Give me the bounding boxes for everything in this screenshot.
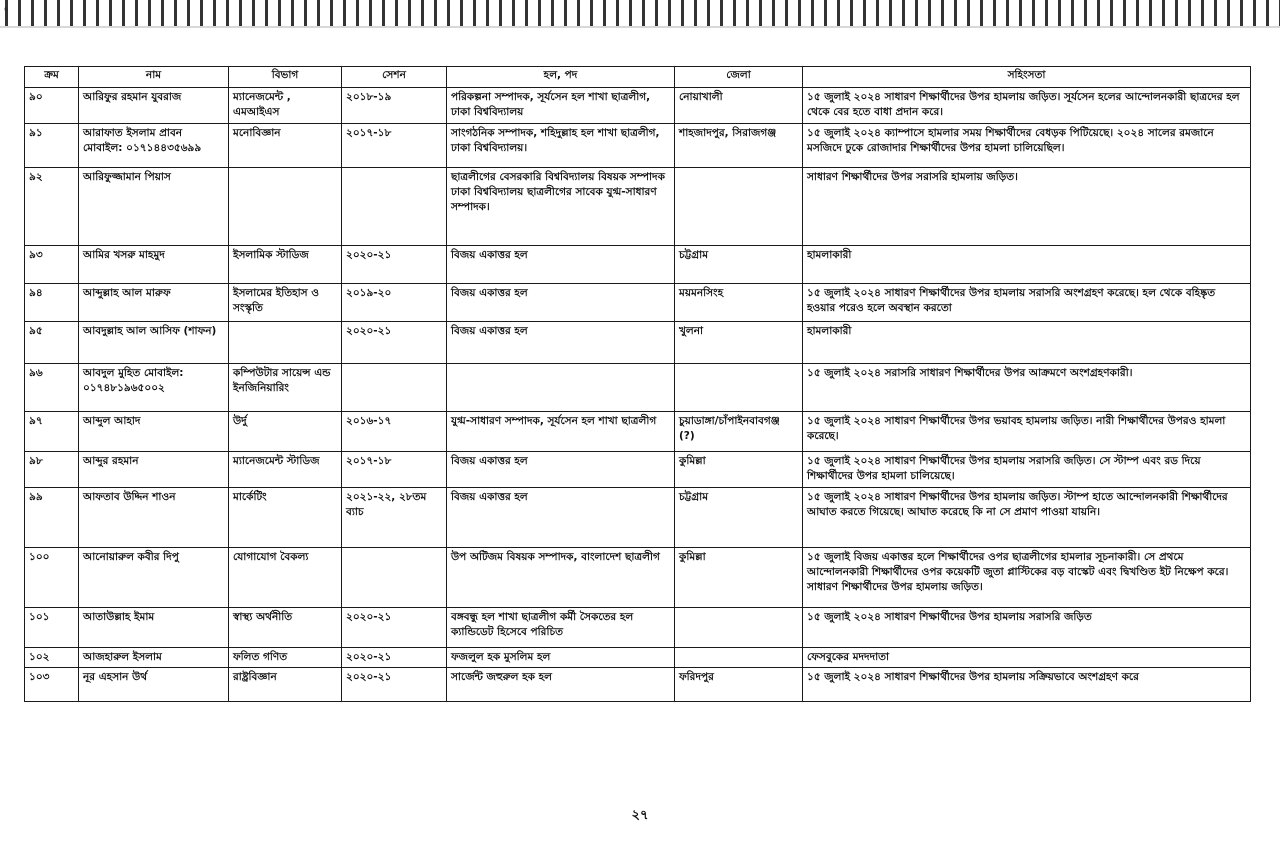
cell-session: ২০১৯-২০ — [342, 284, 447, 322]
cell-hall-post: বিজয় একাত্তর হল — [447, 246, 675, 284]
records-table — [24, 66, 1251, 702]
table-row — [25, 364, 1251, 412]
cell-district — [675, 168, 803, 246]
cell-department: কম্পিউটার সায়েন্স এন্ড ইনজিনিয়ারিং — [229, 364, 342, 412]
cell-name: নূর এহসান উর্থ — [79, 668, 229, 702]
cell-involvement: ১৫ জুলাই ২০২৪ সাধারণ শিক্ষার্থীদের উপর হামলায় জড়িত। সূর্যসেন হলের আন্দোলনকারী ছাত্রদের হল থেকে বের হতে বাধা প্রদান করে। — [803, 88, 1251, 124]
cell-department: ইসলামিক স্টাডিজ — [229, 246, 342, 284]
table-row — [25, 412, 1251, 452]
cell-involvement: হামলাকারী — [803, 322, 1251, 364]
cell-session: ২০২০-২১ — [342, 648, 447, 668]
cell-serial: ৯৯ — [25, 488, 79, 548]
cell-serial: ৯১ — [25, 124, 79, 168]
document-sheet — [24, 66, 1250, 702]
cell-department: যোগাযোগ বৈকল্য — [229, 548, 342, 608]
cell-session — [342, 364, 447, 412]
cell-serial: ৯৭ — [25, 412, 79, 452]
cell-hall-post: যুগ্ম-সাধারণ সম্পাদক, সূর্যসেন হল শাখা ছাত্রলীগ — [447, 412, 675, 452]
cell-session — [342, 548, 447, 608]
cell-session: ২০১৮-১৯ — [342, 88, 447, 124]
cell-district: খুলনা — [675, 322, 803, 364]
cell-department: ফলিত গণিত — [229, 648, 342, 668]
cell-serial: ১০৩ — [25, 668, 79, 702]
cell-hall-post: বিজয় একাত্তর হল — [447, 452, 675, 488]
header-district: জেলা — [675, 67, 803, 88]
cell-session: ২০১৬-১৭ — [342, 412, 447, 452]
cell-district — [675, 648, 803, 668]
cell-involvement: ১৫ জুলাই ২০২৪ সাধারণ শিক্ষার্থীদের উপর হামলায় সরাসরি অংশগ্রহণ করেছে। হল থেকে বহিষ্কৃত হওয়ার পরেও হলে অবস্থান করতো — [803, 284, 1251, 322]
table-row — [25, 608, 1251, 648]
cell-involvement: ফেসবুকের মদদদাতা — [803, 648, 1251, 668]
header-hall-post: হল, পদ — [447, 67, 675, 88]
cell-serial: ১০২ — [25, 648, 79, 668]
table-header-row — [25, 67, 1251, 88]
cell-involvement: ১৫ জুলাই বিজয় একাত্তর হলে শিক্ষার্থীদের ওপর ছাত্রলীগের হামলার সূচনাকারী। সে প্রথমে আন্দোলনকারী শিক্ষার্থীদের ওপর কয়েকটি জুতা প্লাস্টিকের বড় বাস্কেট এবং দ্বিখণ্ডিত ইট নিক্ষেপ করে। সাধারণ শিক্ষার্থীদের উপর হামলায় জড়িত। — [803, 548, 1251, 608]
cell-department — [229, 168, 342, 246]
table-row — [25, 668, 1251, 702]
cell-serial: ৯০ — [25, 88, 79, 124]
cell-involvement: হামলাকারী — [803, 246, 1251, 284]
page-number: ২৭ — [631, 808, 649, 823]
cell-hall-post: বিজয় একাত্তর হল — [447, 284, 675, 322]
table-row — [25, 88, 1251, 124]
header-serial: ক্রম — [25, 67, 79, 88]
cell-name: আব্দুল্লাহ আল মারুফ — [79, 284, 229, 322]
cell-name: আজহারুল ইসলাম — [79, 648, 229, 668]
cell-session: ২০২০-২১ — [342, 608, 447, 648]
table-row — [25, 168, 1251, 246]
cell-hall-post: উপ অটিজম বিষয়ক সম্পাদক, বাংলাদেশ ছাত্রলীগ — [447, 548, 675, 608]
cell-department: ম্যানেজমেন্ট , এমআইএস — [229, 88, 342, 124]
cell-involvement: ১৫ জুলাই ২০২৪ সাধারণ শিক্ষার্থীদের উপর ভয়াবহ হামলায় জড়িত। নারী শিক্ষার্থীদের উপরও হামলা করেছে। — [803, 412, 1251, 452]
table-row — [25, 322, 1251, 364]
cell-name: আরিফুর রহমান যুবরাজ — [79, 88, 229, 124]
cell-serial: ৯৩ — [25, 246, 79, 284]
header-involvement: সহিংসতা — [803, 67, 1251, 88]
cell-hall-post: সার্জেন্ট জহুরুল হক হল — [447, 668, 675, 702]
cell-serial: ৯৫ — [25, 322, 79, 364]
table-row — [25, 284, 1251, 322]
cell-department: রাষ্ট্রবিজ্ঞান — [229, 668, 342, 702]
cell-department: উর্দু — [229, 412, 342, 452]
cell-session: ২০১৭-১৮ — [342, 124, 447, 168]
header-name: নাম — [79, 67, 229, 88]
cell-involvement: ১৫ জুলাই ২০২৪ সাধারণ শিক্ষার্থীদের উপর হামলায় সক্রিয়ভাবে অংশগ্রহণ করে — [803, 668, 1251, 702]
cell-district: নোয়াখালী — [675, 88, 803, 124]
table-row — [25, 452, 1251, 488]
cell-department — [229, 322, 342, 364]
cell-involvement: ১৫ জুলাই ২০২৪ সাধারণ শিক্ষার্থীদের উপর হামলায় সরাসরি জড়িত। সে স্টাম্প এবং রড দিয়ে শিক্ষার্থীদের উপর হামলা চালিয়েছে। — [803, 452, 1251, 488]
cell-department: মার্কেটিং — [229, 488, 342, 548]
table-row — [25, 246, 1251, 284]
cell-hall-post: পরিকল্পনা সম্পাদক, সূর্যসেন হল শাখা ছাত্রলীগ, ঢাকা বিশ্ববিদ্যালয় — [447, 88, 675, 124]
cell-serial: ১০১ — [25, 608, 79, 648]
cell-district: কুমিল্লা — [675, 452, 803, 488]
cell-name: আব্দুল আহাদ — [79, 412, 229, 452]
cell-involvement: ১৫ জুলাই ২০২৪ সাধারণ শিক্ষার্থীদের উপর হামলায় জড়িত। স্টাম্প হাতে আন্দোলনকারী শিক্ষার্থীদের আঘাত করতে গিয়েছে। আঘাত করেছে কি না সে প্রমাণ পাওয়া যায়নি। — [803, 488, 1251, 548]
cell-involvement: সাধারণ শিক্ষার্থীদের উপর সরাসরি হামলায় জড়িত। — [803, 168, 1251, 246]
cell-name: আনোয়ারুল কবীর দিপু — [79, 548, 229, 608]
cell-name: আফতাব উদ্দিন শাওন — [79, 488, 229, 548]
cell-hall-post: ফজলুল হক মুসলিম হল — [447, 648, 675, 668]
cell-department: ম্যানেজমেন্ট স্টাডিজ — [229, 452, 342, 488]
cell-serial: ৯২ — [25, 168, 79, 246]
cell-district: চুয়াডাঙ্গা/চাঁপাইনবাবগঞ্জ (?) — [675, 412, 803, 452]
cell-department: স্বাস্থ্য অর্থনীতি — [229, 608, 342, 648]
cell-name: আবদুল মুহিত মোবাইল: ০১৭৪৮১৯৬৫০০২ — [79, 364, 229, 412]
cell-district: শাহজাদপুর, সিরাজগঞ্জ — [675, 124, 803, 168]
spiral-binding — [0, 0, 1280, 28]
cell-name: আরিফুজ্জামান পিয়াস — [79, 168, 229, 246]
cell-district — [675, 608, 803, 648]
header-session: সেশন — [342, 67, 447, 88]
cell-name: আমির খসরু মাহমুদ — [79, 246, 229, 284]
cell-name: আতাউল্লাহ ইমাম — [79, 608, 229, 648]
cell-involvement: ১৫ জুলাই ২০২৪ ক্যাম্পাসে হামলার সময় শিক্ষার্থীদের বেধড়ক পিটিয়েছে। ২০২৪ সালের রমজানে মসজিদে ঢুকে রোজাদার শিক্ষার্থীদের উপর হামলা চালিয়েছিল। — [803, 124, 1251, 168]
cell-name: আব্দুর রহমান — [79, 452, 229, 488]
cell-session — [342, 168, 447, 246]
cell-district: ময়মনসিংহ — [675, 284, 803, 322]
table-row — [25, 488, 1251, 548]
cell-serial: ১০০ — [25, 548, 79, 608]
cell-district: চট্টগ্রাম — [675, 246, 803, 284]
cell-department: মনোবিজ্ঞান — [229, 124, 342, 168]
table-row — [25, 548, 1251, 608]
cell-involvement: ১৫ জুলাই ২০২৪ সরাসরি সাধারণ শিক্ষার্থীদের উপর আক্রমণে অংশগ্রহণকারী। — [803, 364, 1251, 412]
cell-district: কুমিল্লা — [675, 548, 803, 608]
cell-serial: ৯৮ — [25, 452, 79, 488]
cell-name: আবদুল্লাহ আল আসিফ (শাফন) — [79, 322, 229, 364]
cell-hall-post: ছাত্রলীগের বেসরকারি বিশ্ববিদ্যালয় বিষয়ক সম্পাদক ঢাকা বিশ্ববিদ্যালয় ছাত্রলীগের সাবেক যুগ্ম-সাধারণ সম্পাদক। — [447, 168, 675, 246]
table-row — [25, 648, 1251, 668]
cell-session: ২০২১-২২, ২৮তম ব্যাচ — [342, 488, 447, 548]
cell-name: আরাফাত ইসলাম প্রাবন মোবাইল: ০১৭১৪৪৩৫৬৯৯ — [79, 124, 229, 168]
cell-session: ২০১৭-১৮ — [342, 452, 447, 488]
cell-district: ফরিদপুর — [675, 668, 803, 702]
header-department: বিভাগ — [229, 67, 342, 88]
cell-involvement: ১৫ জুলাই ২০২৪ সাধারণ শিক্ষার্থীদের উপর হামলায় সরাসরি জড়িত — [803, 608, 1251, 648]
cell-hall-post: বিজয় একাত্তর হল — [447, 488, 675, 548]
table-row — [25, 124, 1251, 168]
cell-district: চট্টগ্রাম — [675, 488, 803, 548]
cell-hall-post — [447, 364, 675, 412]
table-body — [25, 88, 1251, 702]
cell-department: ইসলামের ইতিহাস ও সংস্কৃতি — [229, 284, 342, 322]
cell-serial: ৯৬ — [25, 364, 79, 412]
cell-session: ২০২০-২১ — [342, 246, 447, 284]
cell-hall-post: সাংগঠনিক সম্পাদক, শহিদুল্লাহ হল শাখা ছাত্রলীগ, ঢাকা বিশ্ববিদ্যালয়। — [447, 124, 675, 168]
cell-serial: ৯৪ — [25, 284, 79, 322]
cell-session: ২০২০-২১ — [342, 668, 447, 702]
cell-district — [675, 364, 803, 412]
cell-session: ২০২০-২১ — [342, 322, 447, 364]
cell-hall-post: বঙ্গবন্ধু হল শাখা ছাত্রলীগ কর্মী সৈকতের হল ক্যান্ডিডেট হিসেবে পরিচিত — [447, 608, 675, 648]
cell-hall-post: বিজয় একাত্তর হল — [447, 322, 675, 364]
